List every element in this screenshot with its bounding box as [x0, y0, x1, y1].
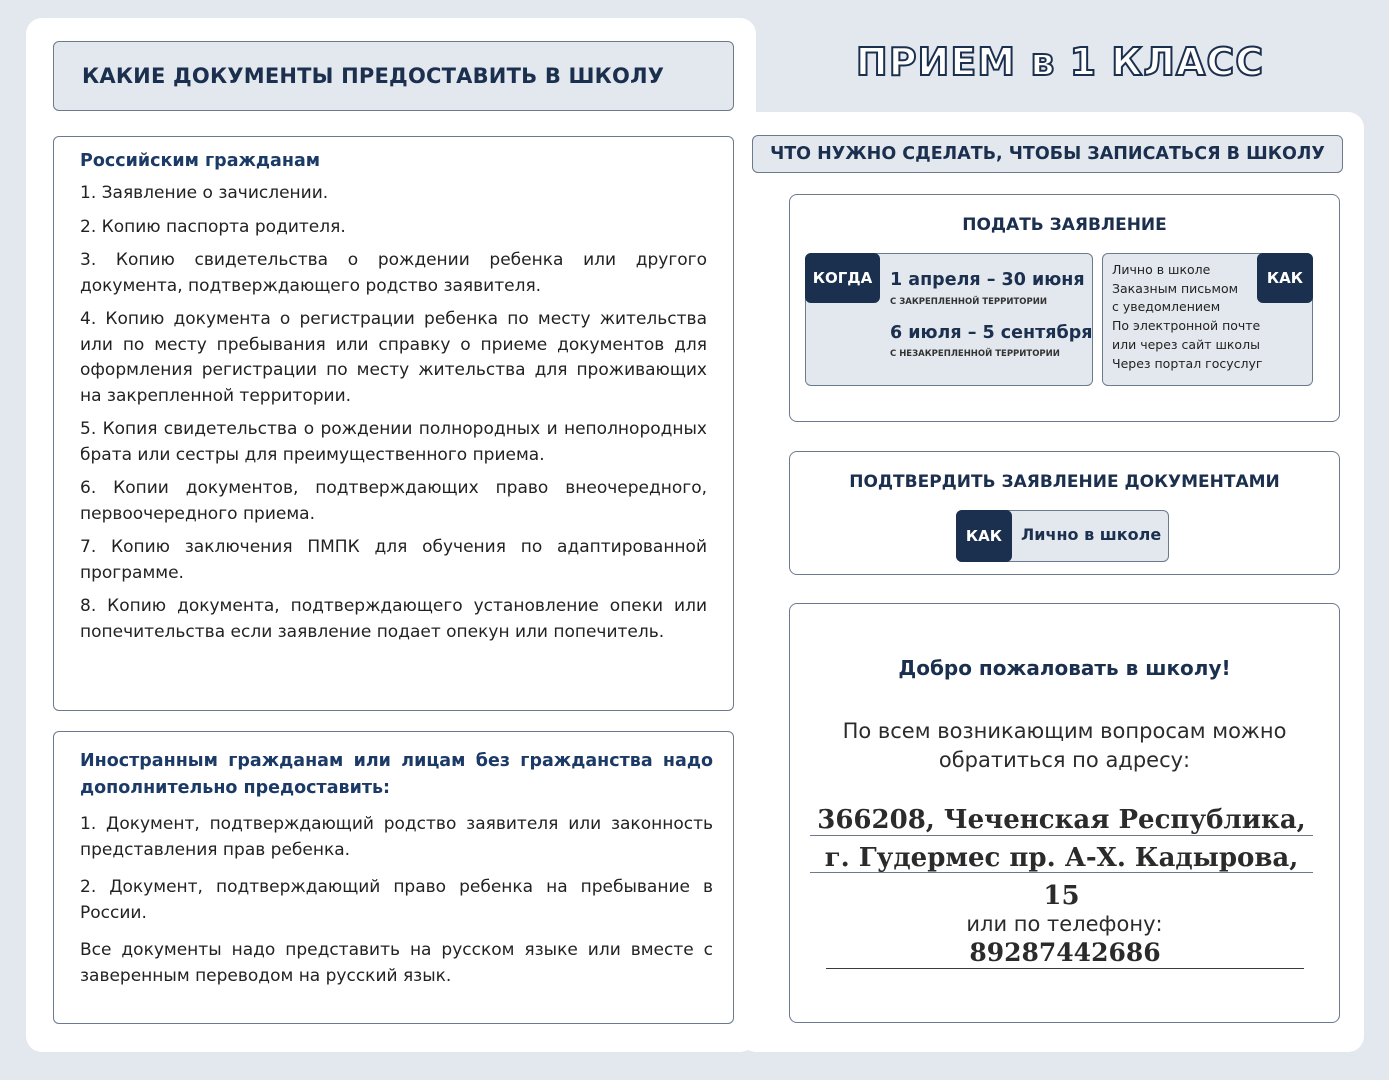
list-item: 1. Заявление о зачислении. [80, 183, 329, 203]
when-tag: КОГДА [805, 253, 880, 303]
list-item: 7. Копию заключения ПМПК для обучения по адаптированной программе. [80, 537, 707, 583]
apply-card [789, 194, 1340, 422]
list-item: Через портал госуслуг [1112, 355, 1263, 371]
list-item: 2. Документ, подтверждающий право ребенка на пребывание в России. [80, 877, 713, 923]
list-item: 5. Копия свидетельства о рождении полнородных и неполнородных брата или сестры для преимущественного приема. [80, 419, 707, 465]
list-item: 4. Копию документа о регистрации ребенка по месту жительства или по месту пребывания или справку о приеме документов для оформления регистрации по месту жительства для проживающих на закрепленной территории. [80, 309, 707, 406]
translation-note: Все документы надо представить на русском языке или вместе с заверенным переводом на русский язык. [80, 940, 713, 986]
contact-card [789, 603, 1340, 1023]
list-item: По электронной почте [1112, 318, 1261, 334]
school-address: 366208, Чеченская Республика, г. Гудермес пр. А-Х. Кадырова, 15 [817, 805, 1306, 911]
list-item: или через сайт школы [1112, 336, 1260, 352]
confirm-how-tag: КАК [956, 510, 1012, 562]
period-other-territory: 6 июля – 5 сентября [890, 323, 1093, 343]
foreign-document-list [80, 812, 713, 926]
welcome-text: Добро пожаловать в школу! [898, 656, 1231, 680]
period-fixed-territory-caption: С ЗАКРЕПЛЕННОЙ ТЕРРИТОРИИ [890, 297, 1047, 307]
page-title: ПРИЕМ в 1 КЛАСС [855, 40, 1265, 84]
steps-header-text: ЧТО НУЖНО СДЕЛАТЬ, ЧТОБЫ ЗАПИСАТЬСЯ В ШКОЛУ [770, 144, 1325, 164]
documents-header [53, 41, 734, 111]
confirm-method-pill [956, 510, 1169, 562]
period-other-territory-caption: С НЕЗАКРЕПЛЕННОЙ ТЕРРИТОРИИ [890, 349, 1060, 359]
citizens-document-list [80, 181, 707, 645]
steps-header [752, 135, 1343, 173]
when-panel [805, 253, 1093, 386]
list-item: 2. Копию паспорта родителя. [80, 216, 346, 237]
how-methods-list [1112, 261, 1262, 373]
confirm-card [789, 451, 1340, 575]
foreign-citizens-box [53, 731, 734, 1024]
list-item: 8. Копию документа, подтверждающего установление опеки или попечительства если заявление подает опекун или попечитель. [80, 596, 707, 642]
contact-intro: По всем возникающим вопросам можно обратиться по адресу: [842, 719, 1287, 772]
documents-header-text: КАКИЕ ДОКУМЕНТЫ ПРЕДОСТАВИТЬ В ШКОЛУ [82, 64, 665, 88]
school-phone: 89287442686 [826, 938, 1304, 969]
list-item: 6. Копии документов, подтверждающих право внеочередного, первоочередного приема. [80, 478, 707, 524]
citizens-box [53, 136, 734, 711]
phone-label: или по телефону: [966, 912, 1163, 936]
apply-title: ПОДАТЬ ЗАЯВЛЕНИЕ [962, 215, 1167, 235]
citizens-heading: Российским гражданам [80, 151, 321, 171]
list-item: с уведомлением [1112, 299, 1221, 315]
confirm-title: ПОДТВЕРДИТЬ ЗАЯВЛЕНИЕ ДОКУМЕНТАМИ [849, 472, 1280, 492]
list-item: 3. Копию свидетельства о рождении ребенка или другого документа, подтверждающего родство заявителя. [80, 250, 707, 296]
how-panel [1102, 253, 1313, 386]
confirm-method: Лично в школе [1021, 525, 1162, 544]
period-fixed-territory: 1 апреля – 30 июня [890, 270, 1085, 290]
list-item: Лично в школе [1112, 262, 1211, 277]
list-item: Заказным письмом [1112, 280, 1239, 296]
foreign-heading: Иностранным гражданам или лицам без гражданства надо дополнительно предоставить: [80, 751, 713, 798]
list-item: 1. Документ, подтверждающий родство заявителя или законность представления прав ребенка. [80, 814, 713, 860]
how-tag: КАК [1257, 253, 1313, 303]
